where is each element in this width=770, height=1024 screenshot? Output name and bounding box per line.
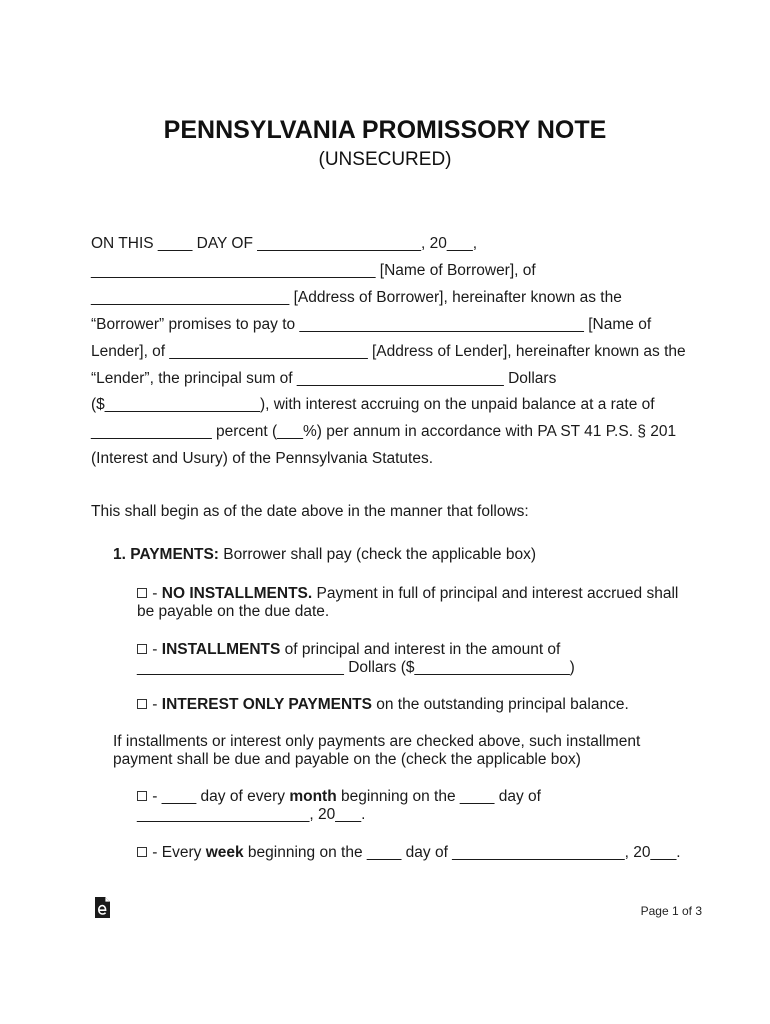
para-line-7: ($__________________), with interest accruing on the unpaid balance at a rate of [91,396,655,413]
option-dash: - [148,696,162,713]
installment-note-line-2: payment shall be due and payable on the (check the applicable box) [113,751,581,768]
option-monthly-bold: month [289,788,337,805]
checkbox-no-installments[interactable] [137,588,147,598]
para-line-9: (Interest and Usury) of the Pennsylvania Statutes. [91,450,434,467]
eforms-logo-icon [94,896,111,919]
option-monthly-post: beginning on the ____ day of [336,788,541,805]
para-line-2: _________________________________ [Name of Borrower], of [91,262,536,279]
para-line-4: “Borrower” promises to pay to _________________________________ [Name of [91,316,652,333]
option-weekly [137,844,681,862]
option-installments-line2: ________________________ Dollars ($__________________) [137,659,575,676]
para-line-1: ON THIS ____ DAY OF ___________________, 20___, [91,235,478,252]
checkbox-weekly[interactable] [137,847,147,857]
option-no-installments-line2: be payable on the due date. [137,603,330,620]
checkbox-monthly[interactable] [137,791,147,801]
option-monthly-pre: - ____ day of every [148,788,290,805]
option-dash: - [148,641,162,658]
para-line-5: Lender], of _______________________ [Address of Lender], hereinafter known as the [91,343,686,360]
option-interest-only [137,696,629,714]
para-line-6: “Lender”, the principal sum of ________________________ Dollars [91,370,557,387]
option-weekly-bold: week [205,844,244,861]
option-installments-label: INSTALLMENTS [161,641,281,658]
section-number: 1. [113,546,126,563]
section-payments [113,546,536,564]
checkbox-interest-only[interactable] [137,699,147,709]
option-dash: - [148,585,162,602]
option-monthly-line2: ____________________, 20___. [137,806,366,823]
option-weekly-post: beginning on the ____ day of ____________________, 20___. [243,844,681,861]
option-installments-text: of principal and interest in the amount of [280,641,561,658]
installment-note-line-1: If installments or interest only payments are checked above, such installment [113,733,641,750]
document-title: PENNSYLVANIA PROMISSORY NOTE [163,116,607,144]
section-heading: PAYMENTS: [130,546,219,563]
section-text: Borrower shall pay (check the applicable box) [218,546,537,563]
option-monthly [137,788,541,806]
document-subtitle: (UNSECURED) [318,149,452,170]
para-line-8: ______________ percent (___%) per annum in accordance with PA ST 41 P.S. § 201 [91,423,677,440]
option-weekly-pre: - Every [148,844,206,861]
option-no-installments [137,585,678,603]
option-no-installments-text: Payment in full of principal and interest accrued shall [312,585,679,602]
para-line-3: _______________________ [Address of Borrower], hereinafter known as the [91,289,622,306]
option-interest-only-label: INTEREST ONLY PAYMENTS [161,696,372,713]
checkbox-installments[interactable] [137,644,147,654]
option-installments [137,641,560,659]
page-number: Page 1 of 3 [640,904,702,918]
option-interest-only-text: on the outstanding principal balance. [371,696,629,713]
option-no-installments-label: NO INSTALLMENTS. [161,585,313,602]
intro-text: This shall begin as of the date above in the manner that follows: [91,503,529,520]
